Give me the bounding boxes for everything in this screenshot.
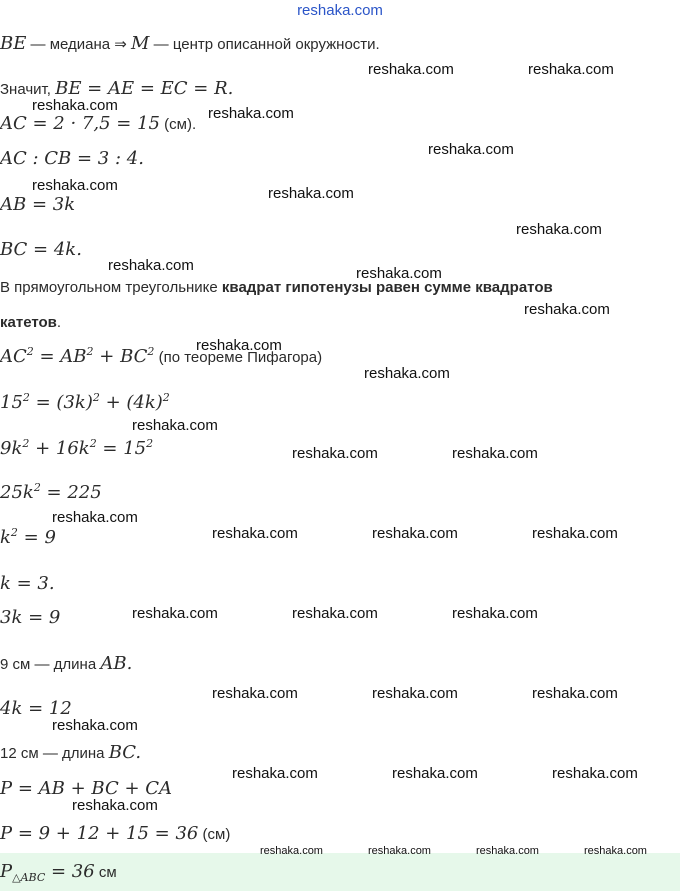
site-watermark-header: reshaka.com (297, 2, 383, 19)
watermark: reshaka.com (532, 685, 618, 702)
watermark: reshaka.com (368, 845, 431, 857)
length-text: 12 см — длина (0, 745, 109, 762)
term: + (4k) (99, 392, 163, 413)
watermark: reshaka.com (356, 265, 442, 282)
watermark: reshaka.com (208, 105, 294, 122)
term: = 225 (40, 482, 102, 503)
watermark: reshaka.com (232, 765, 318, 782)
theorem-bold: квадрат гипотенузы равен сумме квадратов (221, 279, 553, 296)
watermark: reshaka.com (476, 845, 539, 857)
exponent: 2 (89, 437, 97, 450)
ratio: AC : CB = 3 : 4. (0, 148, 144, 169)
term: 25k (0, 482, 34, 503)
solution-line-1 (0, 32, 380, 57)
watermark: reshaka.com (528, 61, 614, 78)
solution-line-8 (0, 311, 61, 335)
solution-line-18 (0, 741, 141, 766)
watermark: reshaka.com (132, 417, 218, 434)
solution-line-20 (0, 822, 230, 847)
term: 9k (0, 438, 23, 459)
answer-value: = 36 (45, 861, 95, 882)
exponent: 2 (86, 345, 94, 358)
solution-line-16 (0, 652, 132, 677)
solution-line-13 (0, 526, 56, 550)
solution-line-12 (0, 481, 102, 505)
exponent: 2 (146, 437, 154, 450)
k-value: k = 3. (0, 573, 55, 594)
ab-value: 3k = 9 (0, 607, 61, 628)
length-text: 9 см — длина (0, 656, 101, 673)
term: = 9 (17, 527, 56, 548)
segment-ab: AB. (100, 653, 133, 674)
watermark: reshaka.com (132, 605, 218, 622)
watermark: reshaka.com (428, 141, 514, 158)
term: = AB (33, 346, 87, 367)
unit-cm: (см) (198, 826, 231, 843)
watermark: reshaka.com (552, 765, 638, 782)
solution-line-4 (0, 147, 144, 171)
circumcenter-text: — центр описанной окружности. (149, 36, 380, 53)
period: . (56, 314, 62, 331)
watermark: reshaka.com (452, 445, 538, 462)
exponent: 2 (147, 345, 155, 358)
exponent: 2 (33, 481, 41, 494)
exponent: 2 (26, 345, 34, 358)
theorem-intro: В прямоугольном треугольнике (0, 279, 222, 296)
watermark: reshaka.com (268, 185, 354, 202)
solution-line-6 (0, 238, 82, 262)
bc-value: 4k = 12 (0, 698, 72, 719)
watermark: reshaka.com (372, 525, 458, 542)
triangle-subscript: △ABC (12, 871, 46, 884)
exponent: 2 (92, 391, 100, 404)
exponent: 2 (22, 391, 30, 404)
point-m: M (131, 33, 150, 54)
watermark: reshaka.com (212, 525, 298, 542)
watermark: reshaka.com (516, 221, 602, 238)
segment-bc: BC. (108, 742, 142, 763)
answer-line (0, 860, 117, 885)
term: 15 (0, 392, 23, 413)
watermark: reshaka.com (524, 301, 610, 318)
watermark: reshaka.com (52, 509, 138, 526)
ab-expr: AB = 3k (0, 194, 76, 215)
solution-line-11 (0, 437, 153, 461)
solution-line-14 (0, 572, 55, 596)
solution-line-5 (0, 193, 75, 217)
bc-expr: BC = 4k. (0, 239, 82, 260)
solution-line-7 (0, 276, 553, 300)
watermark: reshaka.com (196, 337, 282, 354)
ac-calc: AC = 2 · 7,5 = 15 (0, 113, 160, 134)
watermark: reshaka.com (32, 97, 118, 114)
watermark: reshaka.com (260, 845, 323, 857)
solution-line-15 (0, 606, 60, 630)
term: = (3k) (29, 392, 93, 413)
perimeter-formula: P = AB + BC + CA (0, 778, 173, 799)
watermark: reshaka.com (72, 797, 158, 814)
exponent: 2 (22, 437, 30, 450)
watermark: reshaka.com (52, 717, 138, 734)
watermark: reshaka.com (372, 685, 458, 702)
term: k (0, 527, 11, 548)
term: + BC (93, 346, 148, 367)
solution-line-10 (0, 391, 170, 415)
watermark: reshaka.com (292, 445, 378, 462)
segment-be: BE (0, 33, 27, 54)
watermark: reshaka.com (108, 257, 194, 274)
perimeter-symbol: P (0, 861, 13, 882)
watermark: reshaka.com (584, 845, 647, 857)
watermark: reshaka.com (452, 605, 538, 622)
watermark: reshaka.com (32, 177, 118, 194)
perimeter-calc: P = 9 + 12 + 15 = 36 (0, 823, 199, 844)
theorem-bold-end: катетов (0, 314, 57, 331)
term: = 15 (96, 438, 147, 459)
unit-cm: (см). (159, 116, 197, 133)
term: + 16k (29, 438, 90, 459)
watermark: reshaka.com (364, 365, 450, 382)
answer-unit: см (94, 864, 117, 881)
answer-box (0, 853, 680, 891)
exponent: 2 (10, 526, 18, 539)
watermark: reshaka.com (292, 605, 378, 622)
solution-line-3 (0, 112, 196, 137)
watermark: reshaka.com (212, 685, 298, 702)
watermark: reshaka.com (392, 765, 478, 782)
exponent: 2 (162, 391, 170, 404)
pythagoras-note: (по теореме Пифагора) (154, 349, 323, 366)
term: AC (0, 346, 27, 367)
watermark: reshaka.com (532, 525, 618, 542)
radius-equality: BE = AE = EC = R. (55, 78, 234, 99)
median-text: — медиана ⇒ (26, 36, 132, 53)
watermark: reshaka.com (368, 61, 454, 78)
therefore-text: Значит, (0, 81, 56, 98)
